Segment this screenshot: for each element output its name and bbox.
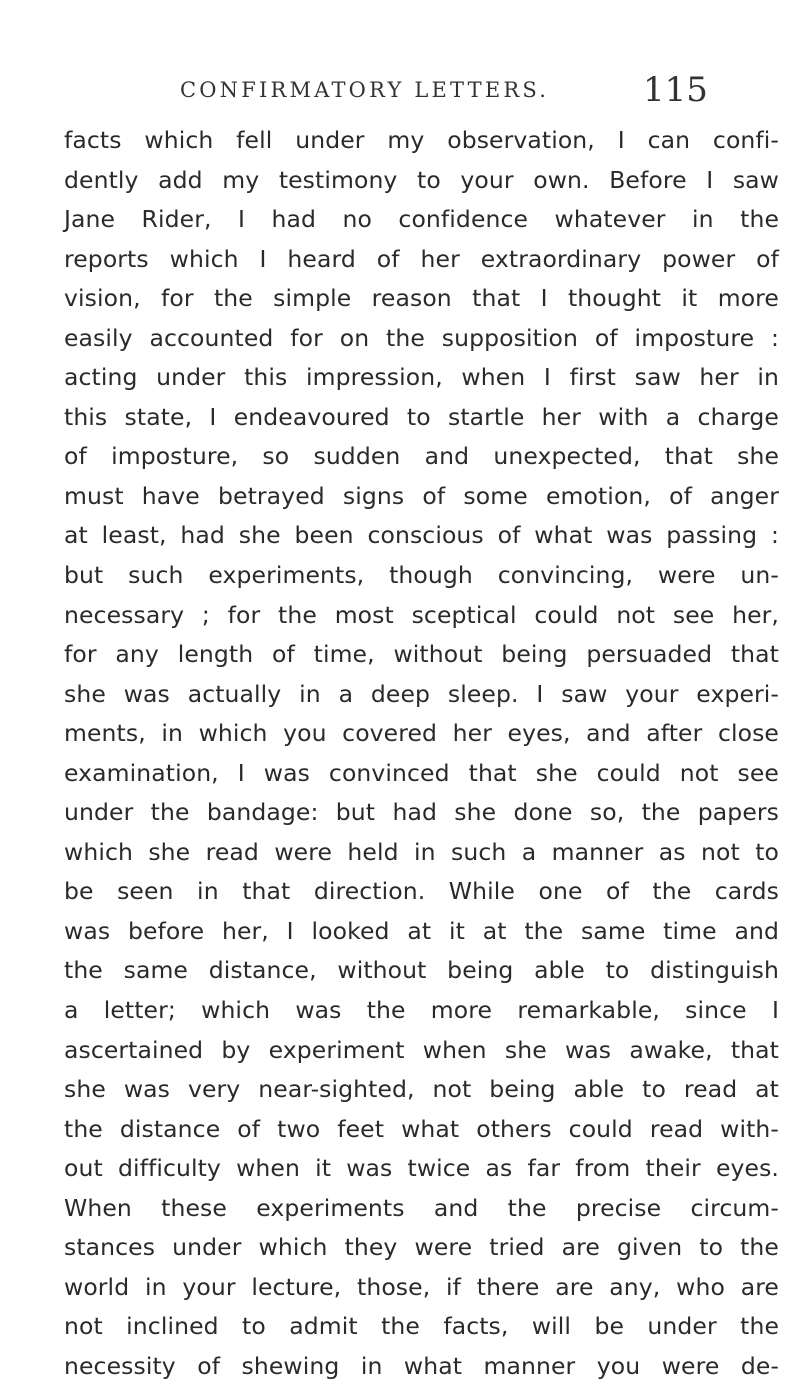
- text-line: under the bandage: but had she done so, the papers: [64, 798, 779, 827]
- text-line: acting under this impression, when I first saw her in: [64, 363, 779, 392]
- text-line: stances under which they were tried are given to the: [64, 1233, 779, 1262]
- text-line: the same distance, without being able to distinguish: [64, 956, 779, 985]
- text-line: necessary ; for the most sceptical could not see her,: [64, 600, 779, 629]
- page-number: 115: [643, 70, 708, 110]
- text-line: dently add my testimony to your own. Before I saw: [64, 165, 779, 194]
- text-line: Jane Rider, I had no confidence whatever in the: [64, 205, 779, 234]
- text-line: for any length of time, without being persuaded that: [64, 640, 779, 669]
- text-line: ments, in which you covered her eyes, and after close: [64, 719, 779, 748]
- text-line: out difficulty when it was twice as far from their eyes.: [64, 1154, 779, 1183]
- text-line: easily accounted for on the supposition of imposture :: [64, 323, 779, 352]
- text-line: of imposture, so sudden and unexpected, that she: [64, 442, 779, 471]
- text-line: facts which fell under my observation, I can confi-: [64, 126, 779, 154]
- text-line: be seen in that direction. While one of the cards: [64, 877, 779, 906]
- text-line: she was actually in a deep sleep. I saw your experi-: [64, 679, 779, 708]
- text-line: must have betrayed signs of some emotion, of anger: [64, 481, 779, 510]
- text-line: necessity of shewing in what manner you were de-: [64, 1351, 779, 1380]
- text-line: was before her, I looked at it at the same time and: [64, 916, 779, 945]
- running-head: [0, 70, 800, 110]
- text-line: this state, I endeavoured to startle her with a charge: [64, 402, 779, 431]
- text-line: When these experiments and the precise circum-: [64, 1193, 779, 1222]
- text-line: but such experiments, though convincing, were un-: [64, 561, 779, 590]
- text-line: not inclined to admit the facts, will be under the: [64, 1312, 779, 1341]
- chapter-title: CONFIRMATORY LETTERS.: [180, 78, 550, 102]
- text-line: world in your lecture, those, if there are any, who are: [64, 1272, 779, 1301]
- text-line: at least, had she been conscious of what was passing :: [64, 521, 779, 550]
- text-line: which she read were held in such a manner as not to: [64, 837, 779, 866]
- text-line: she was very near-sighted, not being able to read at: [64, 1075, 779, 1104]
- text-line: a letter; which was the more remarkable, since I: [64, 996, 779, 1025]
- text-line: reports which I heard of her extraordinary power of: [64, 244, 779, 273]
- body-text: [64, 121, 779, 1387]
- text-line: the distance of two feet what others could read with-: [64, 1114, 779, 1143]
- text-line: examination, I was convinced that she could not see: [64, 758, 779, 787]
- text-line: vision, for the simple reason that I thought it more: [64, 284, 779, 313]
- text-line: ascertained by experiment when she was awake, that: [64, 1035, 779, 1064]
